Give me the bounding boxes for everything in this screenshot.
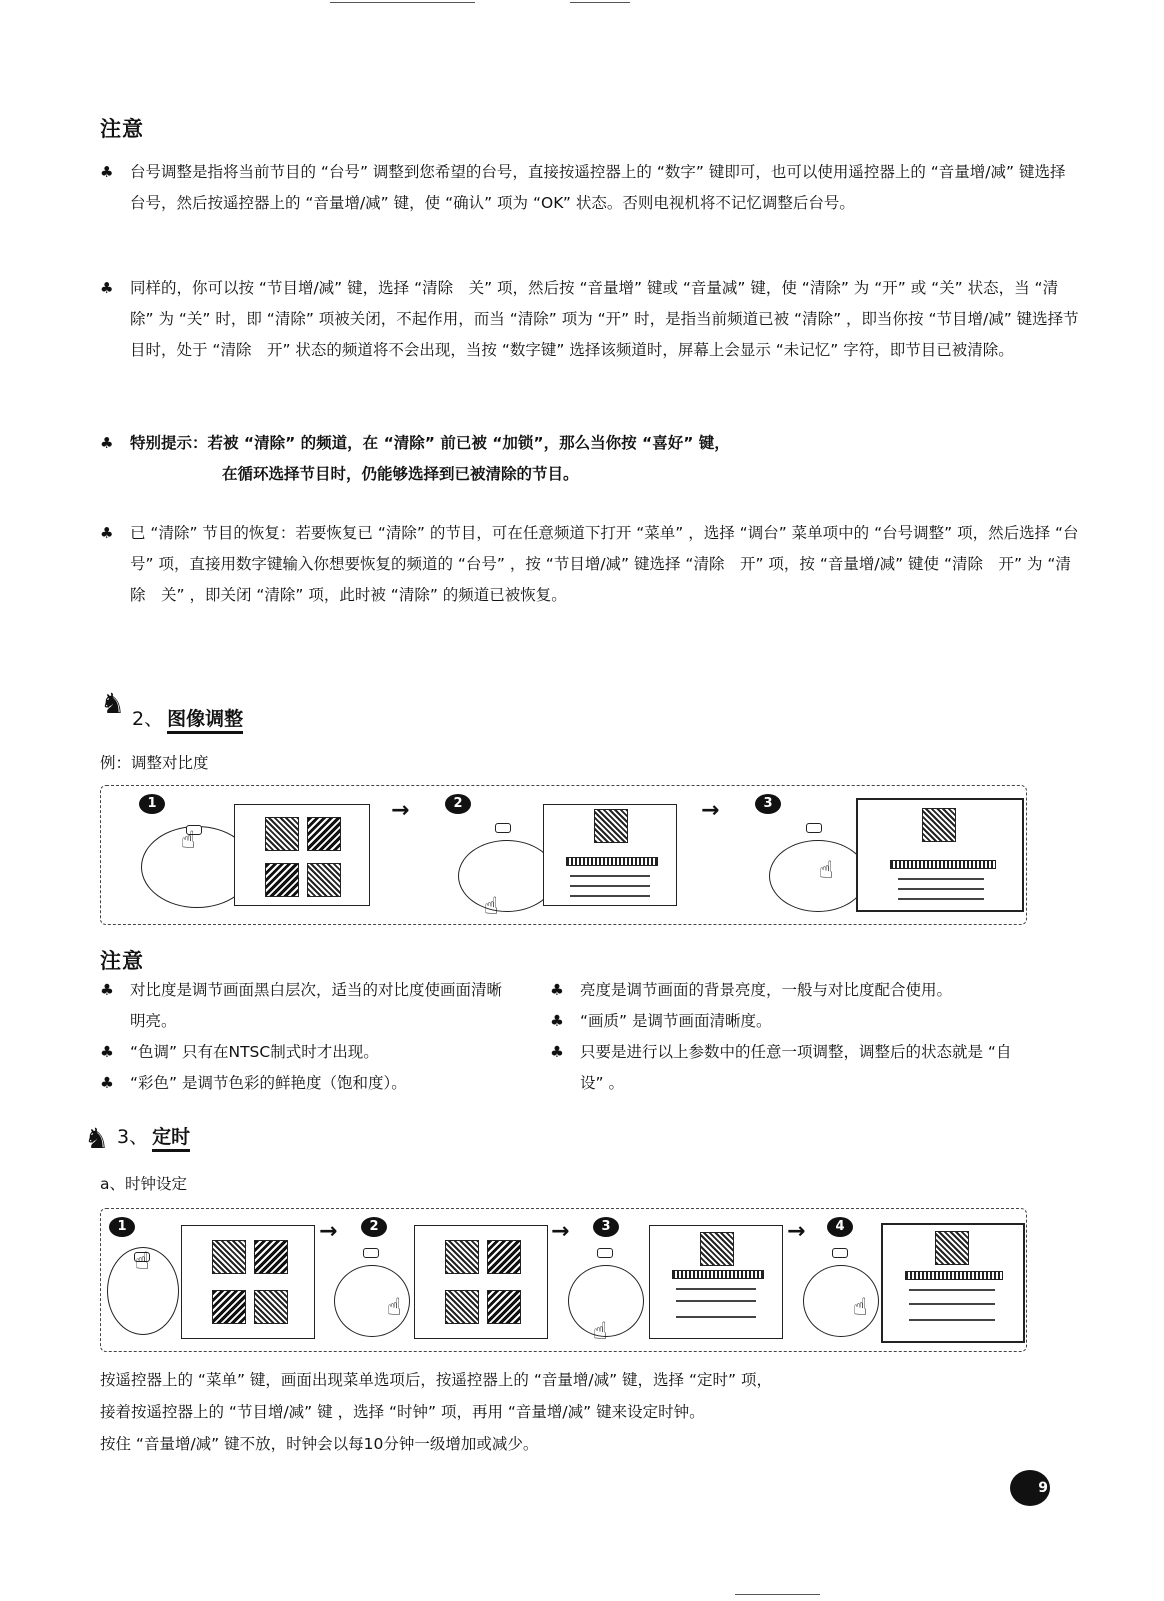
hand-icon: ☝: [387, 1293, 402, 1321]
step-number: 3: [593, 1217, 619, 1237]
menu-tuning-icon: [487, 1290, 521, 1324]
instruction-line: 接着按遥控器上的 “节目增/减” 键 ，选择 “时钟” 项，再用 “音量增/减” 键来设定时钟。: [100, 1403, 705, 1421]
menu-picture-icon: [594, 809, 628, 843]
menu-row: [570, 895, 650, 897]
contrast-diagram: [100, 785, 1027, 925]
menu-highlight-bar: [905, 1271, 1003, 1280]
top-rule-left: [330, 2, 475, 3]
note-item: ♣ “彩色” 是调节色彩的鲜艳度（饱和度）。: [100, 1068, 510, 1099]
page-number-badge: 9: [1010, 1470, 1050, 1506]
restore-paragraph: ♣ 已 “清除” 节目的恢复：若要恢复已 “清除” 的节目，可在任意频道下打开 “菜单” ，选择 “调台” 菜单项中的 “台号调整” 项，然后选择 “台号” 项，直接用数字键输入你想要恢复的频道的 “台号” ，按 “节目增/减” 键选择 “清除 开” 项，按 “音量增/减” 键使 “清除 开” 为 “清除 关” ，即关闭 “清除” 项，此时被 “清除” 的频道已被恢复。: [100, 518, 1080, 611]
step-number: 4: [827, 1217, 853, 1237]
menu-tuning-icon: [212, 1290, 246, 1324]
menu-row: [909, 1319, 995, 1321]
instruction-line: 按遥控器上的 “菜单” 键，画面出现菜单选项后，按遥控器上的 “音量增/减” 键，选择 “定时” 项，: [100, 1371, 772, 1389]
arrow-icon: →: [787, 1219, 806, 1244]
remote-menu-key: [806, 823, 822, 833]
tv-screen: [649, 1225, 783, 1339]
arrow-icon: →: [319, 1219, 338, 1244]
tv-screen: [181, 1225, 315, 1339]
step-number: 3: [755, 794, 781, 814]
menu-sound-icon: [254, 1240, 288, 1274]
menu-timer-icon: [254, 1290, 288, 1324]
bullet-icon: ♣: [550, 1012, 564, 1030]
hand-icon: ☝: [593, 1317, 608, 1345]
menu-sound-icon: [487, 1240, 521, 1274]
remote-menu-key: [363, 1248, 379, 1258]
menu-row: [898, 898, 984, 900]
example-label: 例：调整对比度: [100, 754, 209, 772]
hand-icon: ☝: [819, 856, 834, 884]
step-number: 1: [139, 794, 165, 814]
section-title: 2、 图像调整: [132, 704, 243, 731]
menu-row: [676, 1288, 756, 1290]
menu-row: [909, 1303, 995, 1305]
top-rule-right: [570, 2, 630, 3]
menu-picture-icon: [265, 817, 299, 851]
remote-illustration: [769, 840, 867, 912]
note-title: 注意: [100, 949, 144, 973]
bullet-icon: ♣: [550, 981, 564, 999]
bullet-icon: ♣: [100, 434, 114, 452]
arrow-icon: →: [701, 798, 720, 823]
tv-screen: [856, 798, 1024, 912]
note-item: ♣ 对比度是调节画面黑白层次，适当的对比度使画面清晰明亮。: [100, 975, 510, 1037]
menu-timer-icon: [307, 863, 341, 897]
menu-highlight-bar: [890, 860, 996, 869]
note-paragraph: ♣ 同样的，你可以按 “节目增/减” 键，选择 “清除 关” 项，然后按 “音量增” 键或 “音量减” 键，使 “清除” 为 “开” 或 “关” 状态，当 “清除” 为 “关” 时，即 “清除” 项被关闭，不起作用，而当 “清除” 项为 “开” 时，是指当前频道已被 “清除” ，即当你按 “节目增/减” 键选择节目时，处于 “清除 开” 状态的频道将不会出现，当按 “数字键” 选择该频道时，屏幕上会显示 “未记忆” 字符，即节目已被清除。: [100, 273, 1080, 366]
menu-row: [909, 1289, 995, 1291]
step-number: 1: [109, 1217, 135, 1237]
menu-timer-icon: [935, 1231, 969, 1265]
bullet-icon: ♣: [100, 981, 114, 999]
menu-highlight-bar: [566, 857, 658, 866]
menu-row: [676, 1300, 756, 1302]
menu-picture-icon: [445, 1290, 479, 1324]
note-item: ♣ 亮度是调节画面的背景亮度，一般与对比度配合使用。: [550, 975, 1040, 1006]
bullet-icon: ♣: [100, 279, 114, 297]
bullet-icon: ♣: [100, 1074, 114, 1092]
menu-tuning-icon: [265, 863, 299, 897]
remote-menu-key: [597, 1248, 613, 1258]
hand-icon: ☝: [181, 826, 196, 854]
special-tip: ♣ 特别提示：若被 “清除” 的频道，在 “清除” 前已被 “加锁”，那么当你按 “喜好” 键， 在循环选择节目时，仍能够选择到已被清除的节目。: [100, 428, 1080, 490]
menu-row: [898, 888, 984, 890]
menu-sound-icon: [307, 817, 341, 851]
bottom-rule: [735, 1594, 820, 1595]
note-item: ♣ 只要是进行以上参数中的任意一项调整，调整后的状态就是 “自设” 。: [550, 1037, 1020, 1099]
menu-row: [570, 875, 650, 877]
note-item: ♣ “色调” 只有在NTSC制式时才出现。: [100, 1037, 510, 1068]
menu-row: [570, 885, 650, 887]
hand-icon: ☝: [853, 1293, 868, 1321]
kangaroo-icon: ♞: [84, 1122, 110, 1155]
bullet-icon: ♣: [100, 163, 114, 181]
menu-picture-icon: [922, 808, 956, 842]
remote-menu-key: [495, 823, 511, 833]
menu-timer-icon: [700, 1232, 734, 1266]
menu-picture-icon: [212, 1240, 246, 1274]
hand-icon: ☝: [135, 1247, 150, 1275]
remote-menu-key: [832, 1248, 848, 1258]
section-title: 3、 定时: [117, 1122, 190, 1149]
clock-setting-diagram: [100, 1208, 1027, 1352]
menu-row: [676, 1316, 756, 1318]
tv-screen: [234, 804, 370, 906]
step-number: 2: [445, 794, 471, 814]
remote-illustration: [458, 840, 556, 912]
bullet-icon: ♣: [100, 524, 114, 542]
subsection-label: a、时钟设定: [100, 1175, 187, 1193]
menu-timer-icon: [445, 1240, 479, 1274]
hand-icon: ☝: [484, 892, 499, 920]
tv-screen: [543, 804, 677, 906]
arrow-icon: →: [391, 798, 410, 823]
instruction-line: 按住 “音量增/减” 键不放，时钟会以每10分钟一级增加或减少。: [100, 1435, 539, 1453]
tv-screen: [414, 1225, 548, 1339]
note-item: ♣ “画质” 是调节画面清晰度。: [550, 1006, 1040, 1037]
menu-row: [898, 878, 984, 880]
arrow-icon: →: [551, 1219, 570, 1244]
tv-screen: [881, 1223, 1025, 1343]
bullet-icon: ♣: [550, 1043, 564, 1061]
menu-highlight-bar: [672, 1270, 764, 1279]
kangaroo-icon: ♞: [100, 687, 126, 720]
note-title: 注意: [100, 117, 144, 141]
note-paragraph: ♣ 台号调整是指将当前节目的 “台号” 调整到您希望的台号，直接按遥控器上的 “数字” 键即可，也可以使用遥控器上的 “音量增/减” 键选择台号，然后按遥控器上的 “音量增/减” 键，使 “确认” 项为 “OK” 状态。否则电视机将不记忆调整后台号。: [100, 157, 1080, 219]
bullet-icon: ♣: [100, 1043, 114, 1061]
step-number: 2: [361, 1217, 387, 1237]
